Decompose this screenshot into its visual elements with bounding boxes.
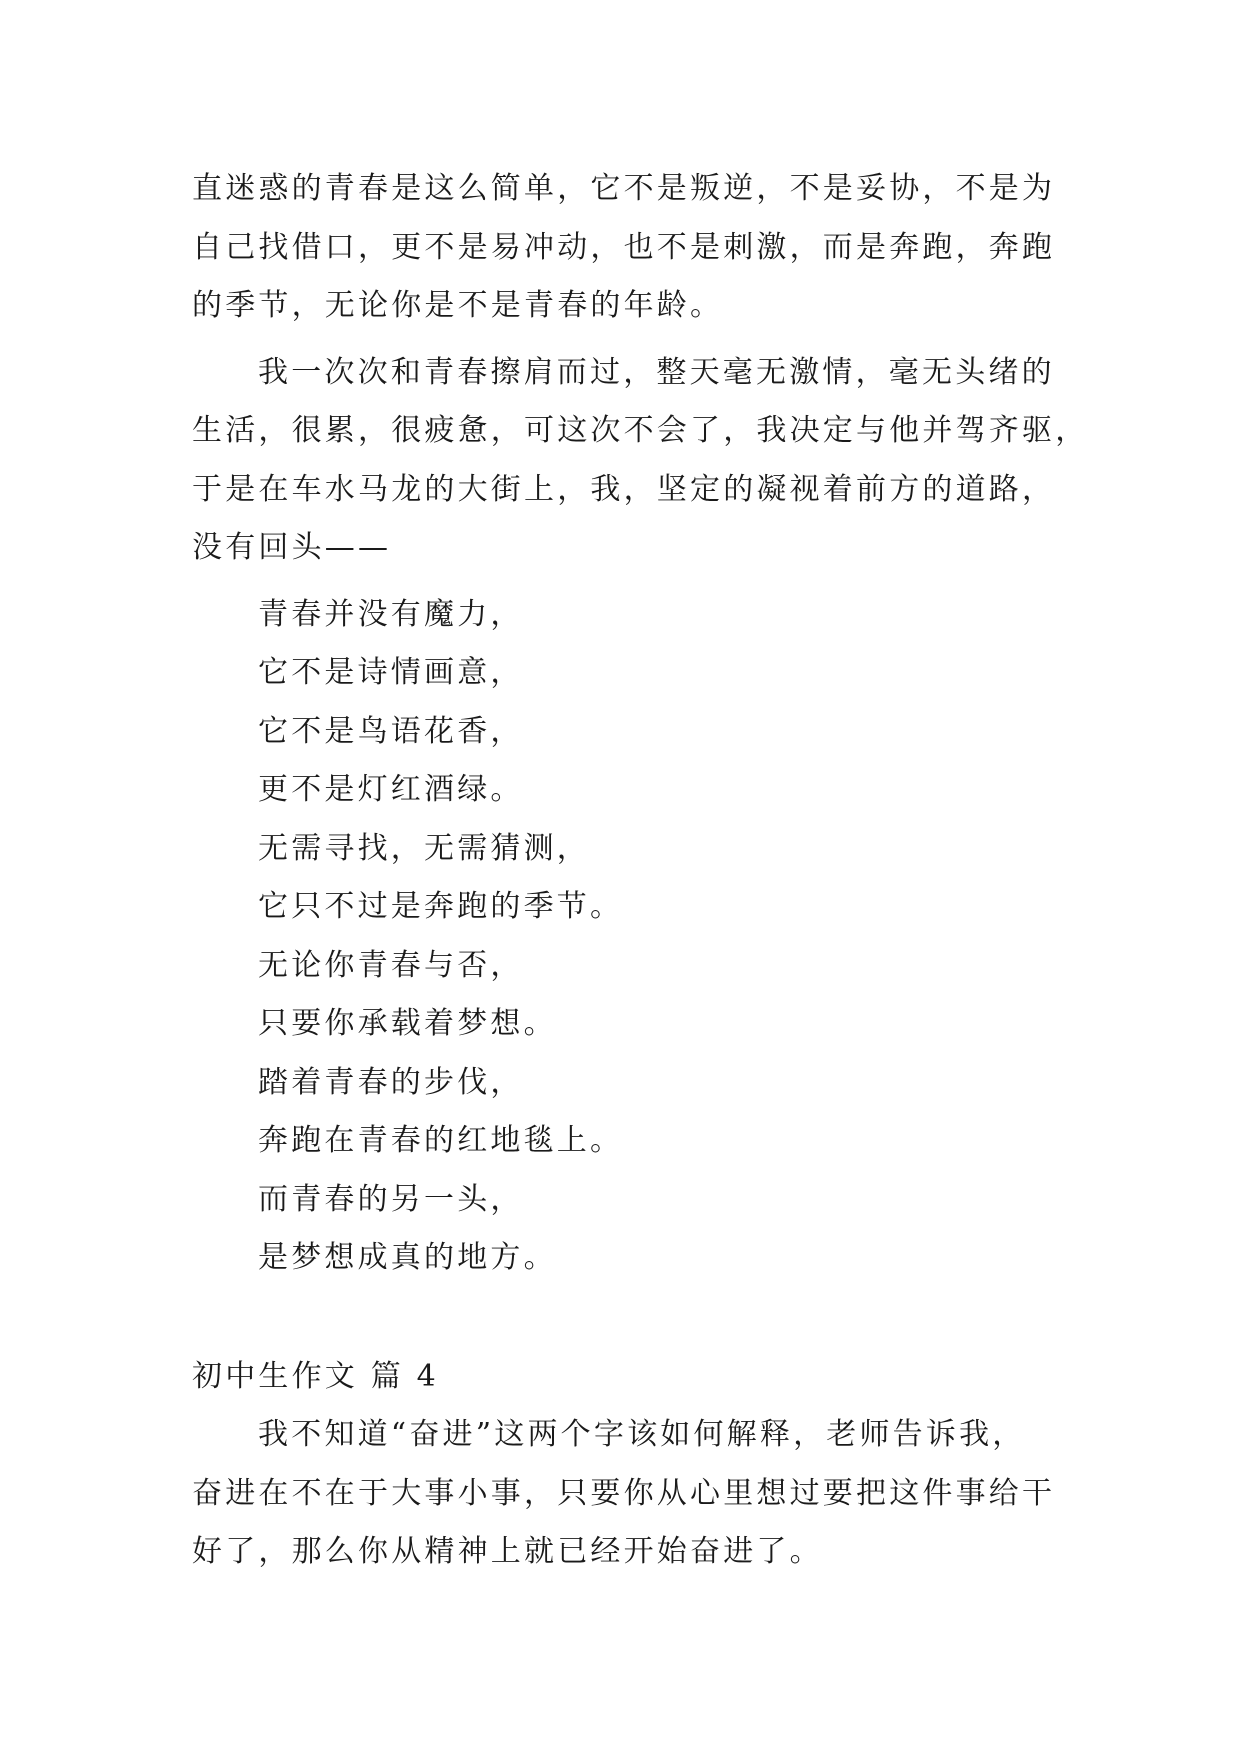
poem-line: 只要你承载着梦想。	[258, 1006, 557, 1041]
paragraph-line: 生活，很累，很疲惫，可这次不会了，我决定与他并驾齐驱，	[192, 413, 1089, 448]
paragraph-line: 我一次次和青春擦肩而过，整天毫无激情，毫无头绪的	[258, 354, 1055, 390]
poem-line: 奔跑在青春的红地毯上。	[258, 1123, 624, 1158]
paragraph-3	[192, 1406, 1072, 1582]
poem-line: 而青春的另一头，	[258, 1181, 524, 1217]
paragraph-2	[192, 344, 1089, 578]
document-page	[192, 160, 1089, 1582]
paragraph-line: 的季节，无论你是不是青春的年龄。	[192, 288, 724, 323]
paragraph-line: 没有回头——	[192, 530, 392, 565]
paragraph-1	[192, 160, 1072, 336]
poem-line: 更不是灯红酒绿。	[258, 772, 524, 807]
paragraph-line: 我不知道“奋进”这两个字该如何解释，老师告诉我，	[258, 1417, 1026, 1452]
section-heading: 初中生作文 篇 4	[192, 1358, 439, 1394]
poem-line: 它不是鸟语花香，	[258, 713, 524, 749]
paragraph-line: 奋进在不在于大事小事，只要你从心里想过要把这件事给干	[192, 1475, 1056, 1511]
paragraph-line: 好了，那么你从精神上就已经开始奋进了。	[192, 1534, 823, 1569]
poem-line: 它不是诗情画意，	[258, 655, 524, 690]
paragraph-line: 自己找借口，更不是易冲动，也不是刺激，而是奔跑，奔跑	[192, 229, 1056, 265]
poem	[192, 586, 1072, 1288]
poem-line: 踏着青春的步伐，	[258, 1064, 524, 1100]
poem-line: 无论你青春与否，	[258, 947, 524, 983]
poem-line: 是梦想成真的地方。	[258, 1240, 557, 1275]
poem-line: 无需寻找，无需猜测，	[258, 830, 590, 866]
paragraph-line: 直迷惑的青春是这么简单，它不是叛逆，不是妥协，不是为	[192, 171, 1056, 206]
poem-line: 青春并没有魔力，	[258, 596, 524, 632]
poem-line: 它只不过是奔跑的季节。	[258, 889, 624, 924]
paragraph-line: 于是在车水马龙的大街上，我，坚定的凝视着前方的道路，	[192, 471, 1056, 507]
